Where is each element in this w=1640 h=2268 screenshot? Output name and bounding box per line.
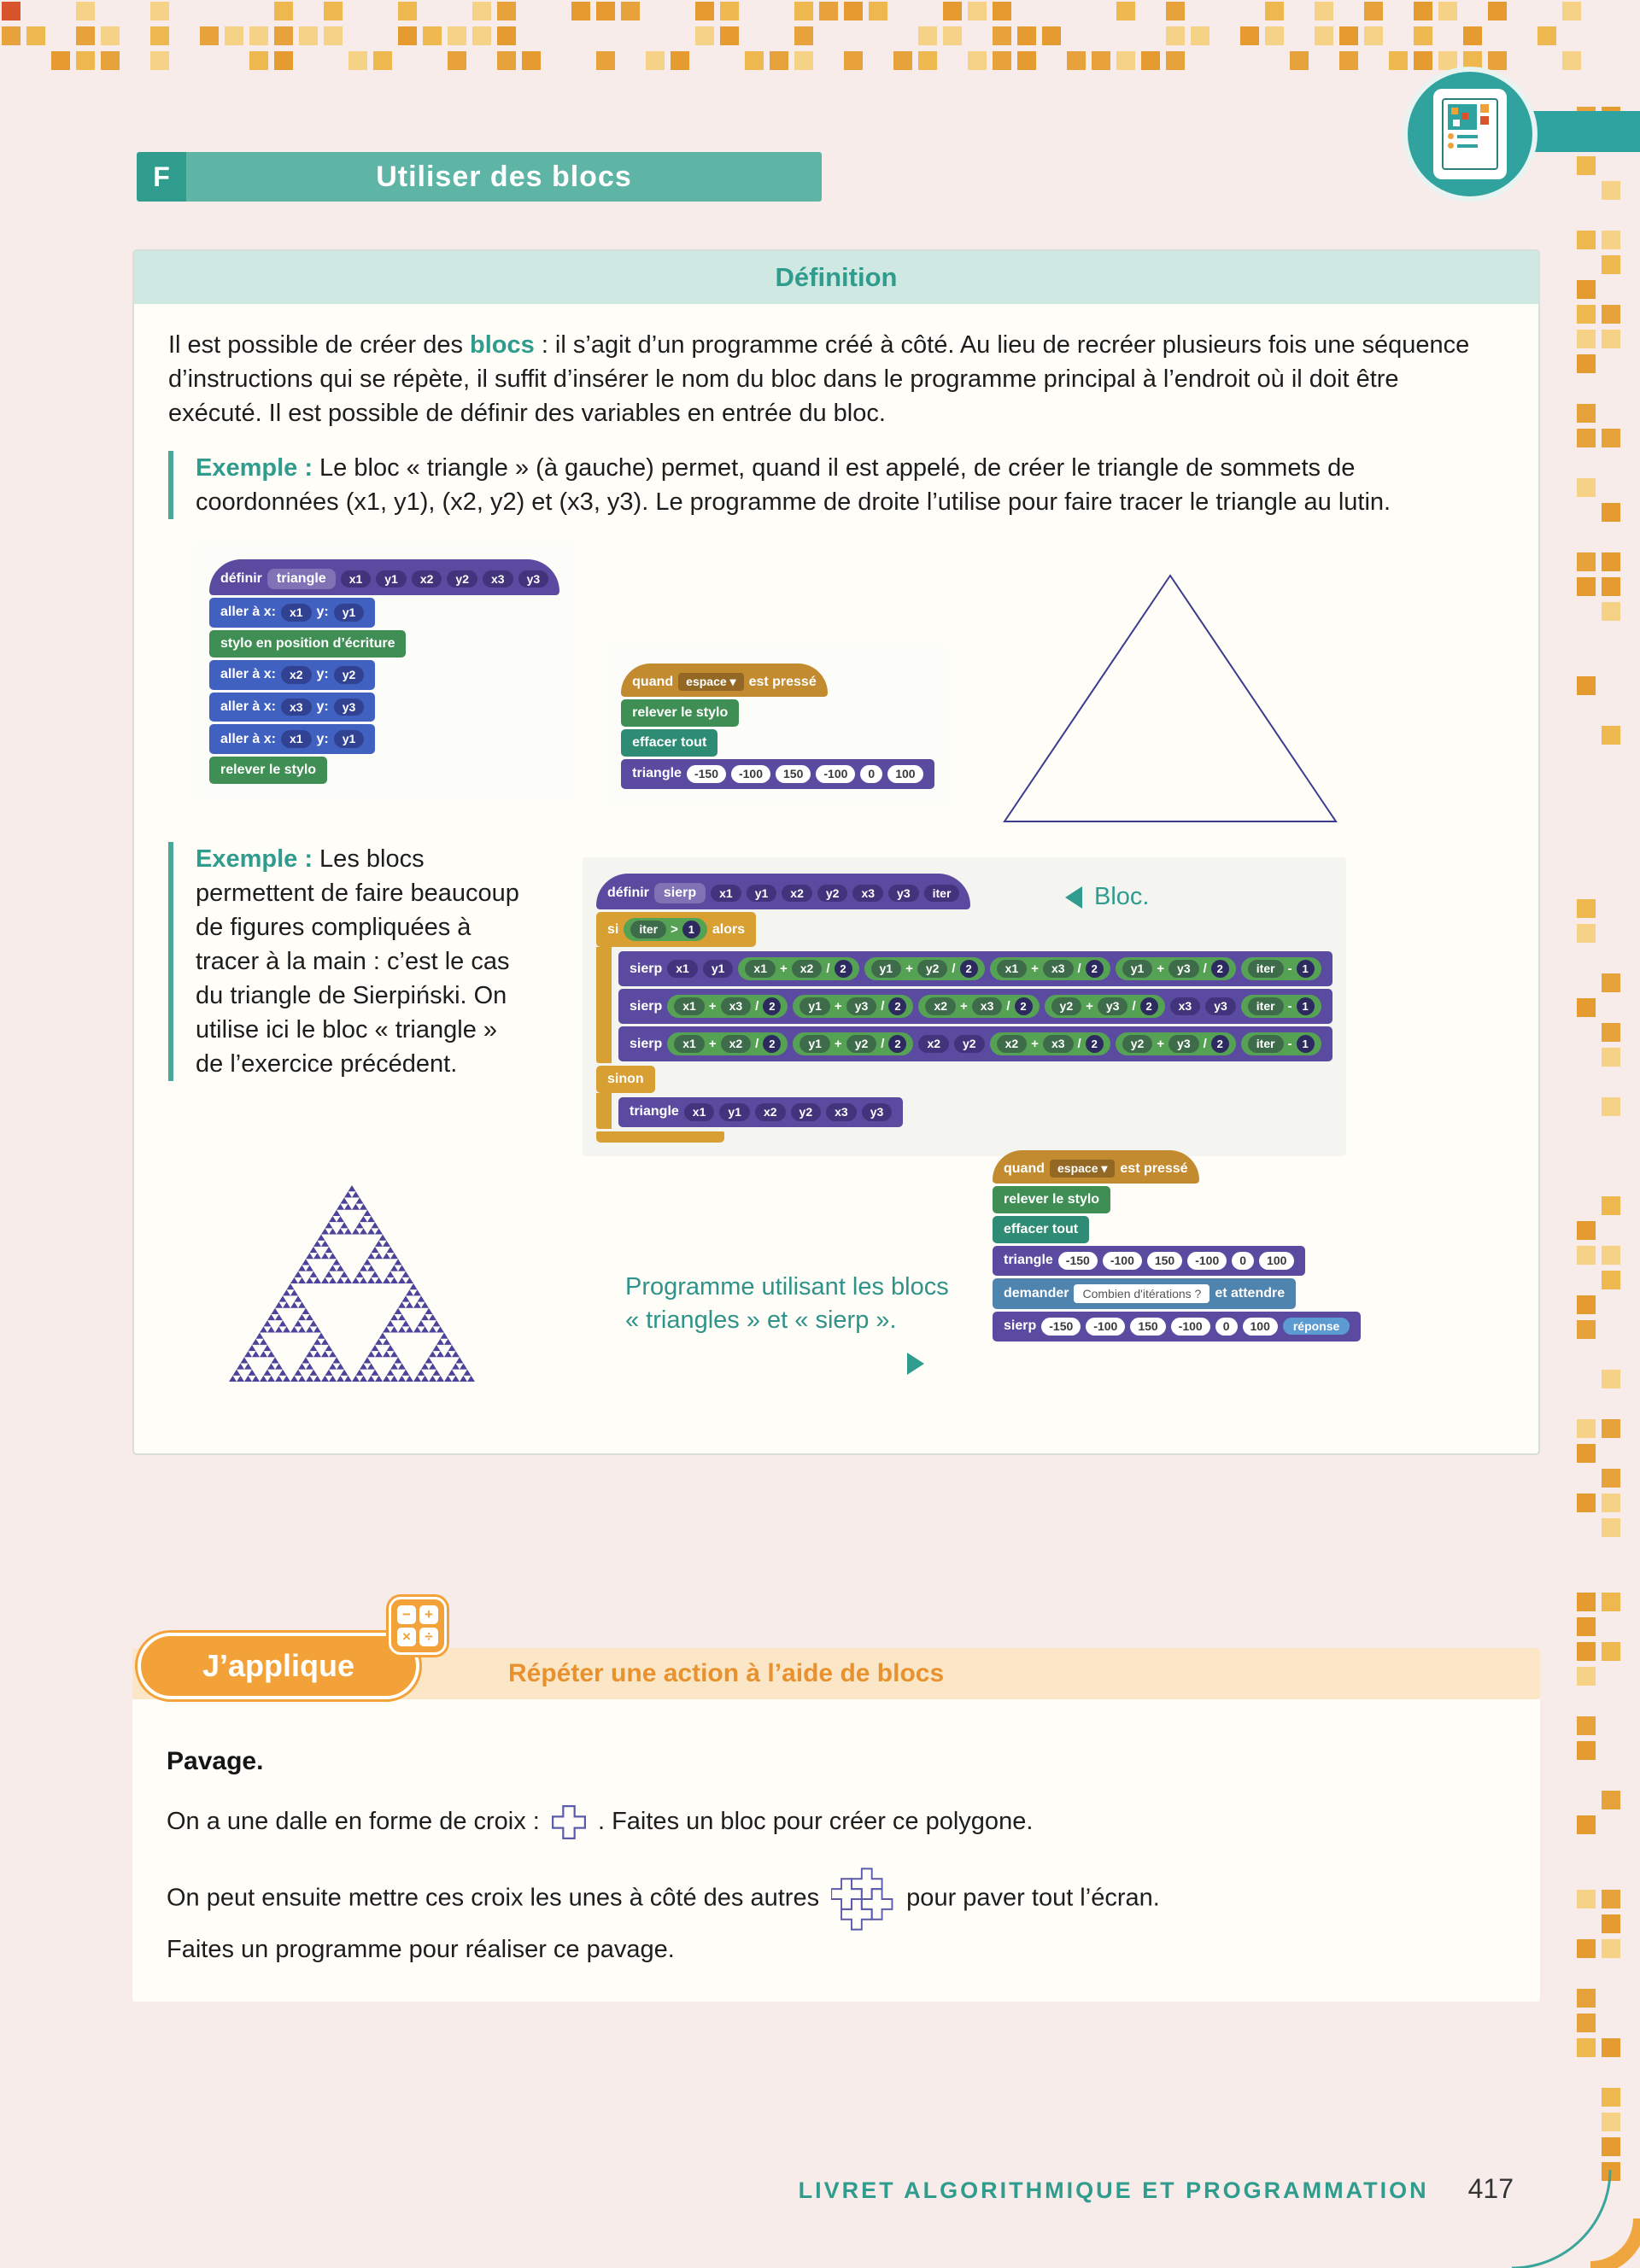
scratch-define-sierp-program: définir sierp x1 y1 x2 y2 x3 y3 iter si iter > 1 alors sierp x1 y1 x1 + x2 / 2 y1 + y2 / 2 x1 + x3 / 2 y1 + y3 / 2 iter - 1 sierp x1 + x3 / 2 y1 + y3 / 2 x2 + x3 / 2 y2 + y3 / 2 x3 y3 iter - 1 sierp x1 + x2 / 2 y1 + y2 / 2 x2 y2 x2 + x3 / 2 y2 + y3 / 2 iter - 1 sinon triangle x1 y1 x2 y2 x3 y3 — [583, 857, 1346, 1156]
page-number: 417 — [1467, 2173, 1514, 2204]
triangle-figure — [999, 570, 1341, 827]
scratch-define-triangle-program: définir triangle x1 y1 x2 y2 x3 y3 aller à x: x1 y: y1 stylo en position d’écriture aller à x: x2 y: y2 aller à x: x3 y: y3 aller à x: x1 y: y1 relever le stylo — [194, 541, 575, 799]
sierpinski-figure — [224, 1182, 480, 1387]
example-1-figures — [194, 541, 1538, 827]
tablet-screen — [1442, 98, 1498, 170]
bloc-annotation — [1065, 883, 1149, 911]
apply-section — [132, 1606, 1540, 2002]
tablet-icon — [1403, 67, 1538, 202]
example-2-label: Exemple : — [196, 845, 313, 874]
exercise-line-3: Faites un programme pour réaliser ce pavage. — [167, 1936, 675, 1964]
definition-card — [132, 249, 1540, 1455]
example-2-text: Les blocs permettent de faire beaucoup de figures compliquées à tracer à la main : c’est le cas du triangle de Sierpiński. On utilise ici le bloc « triangle » de l’exercice précédent. — [196, 845, 519, 1078]
tiling-icon — [831, 1867, 894, 1932]
arrow-right-icon — [907, 1353, 924, 1375]
page-footer — [799, 2173, 1514, 2205]
apply-band-title: Répéter une action à l’aide de blocs — [508, 1659, 945, 1687]
example-2 — [168, 842, 527, 1081]
scratch-main-program: quand espace ▾ est pressé relever le stylo effacer tout triangle -150 -100 150 -100 0 100 demander Combien d'itérations ? et attendre sierp -150 -100 150 -100 0 100 réponse — [993, 1148, 1361, 1342]
footer-label: LIVRET ALGORITHMIQUE ET PROGRAMMATION — [798, 2177, 1429, 2203]
program-caption: Programme utilisant les blocs « triangles » et « sierp ». — [625, 1273, 949, 1335]
example-1 — [168, 451, 1487, 519]
calculator-icon — [389, 1597, 447, 1655]
apply-exercise — [132, 1699, 1540, 2002]
cross-icon — [552, 1805, 586, 1839]
intro-text-1: Il est possible de créer des — [168, 331, 471, 359]
section-header — [137, 152, 822, 202]
example-1-text: Le bloc « triangle » (à gauche) permet, quand il est appelé, de créer le triangle de sommets de coordonnées (x1, y1), (x2, y2) et (x3, y3). Le programme de droite l’utilise pour faire tracer le triangle au lutin. — [196, 454, 1391, 517]
definition-heading: Définition — [134, 251, 1538, 304]
corner-decoration — [1486, 2148, 1640, 2268]
calc-times: × — [397, 1628, 416, 1646]
section-letter-badge: F — [137, 152, 186, 202]
calc-minus: − — [397, 1605, 416, 1624]
chart-pixels-icon — [1448, 104, 1477, 130]
definition-intro — [134, 304, 1538, 435]
arrow-left-icon — [1065, 886, 1082, 909]
blocs-keyword: blocs — [470, 331, 535, 359]
scratch-call-triangle-program: quand espace ▾ est pressé relever le stylo effacer tout triangle -150 -100 150 -100 0 100 — [606, 646, 949, 804]
tablet-frame — [1433, 89, 1507, 179]
example-1-label: Exemple : — [196, 454, 313, 482]
exercise-line-2: On peut ensuite mettre ces croix les unes à côté des autres pour paver tout l’écran. Faites un programme pour réaliser ce pavage. — [167, 1867, 1489, 1967]
bloc-annotation-label: Bloc. — [1094, 883, 1150, 911]
intro-text-2: : il s’agit d’un programme créé à côté. Au lieu de recréer plusieurs fois une séquence d’instructions qui se répète, il suffit d’insérer le nom du bloc dans le programme principal à l’endroit où il doit être exécuté. Il est possible de définir des variables en entrée du bloc. — [168, 331, 1470, 428]
japplique-badge: J’applique — [138, 1633, 419, 1699]
calc-plus: + — [419, 1605, 438, 1624]
exercise-line-1: On a une dalle en forme de croix : . Faites un bloc pour créer ce polygone. — [167, 1803, 1489, 1839]
exercise-title: Pavage. — [167, 1747, 264, 1775]
section-title: Utiliser des blocs — [186, 152, 822, 202]
example-2-area — [134, 842, 1538, 1431]
calc-divide: ÷ — [419, 1628, 438, 1646]
